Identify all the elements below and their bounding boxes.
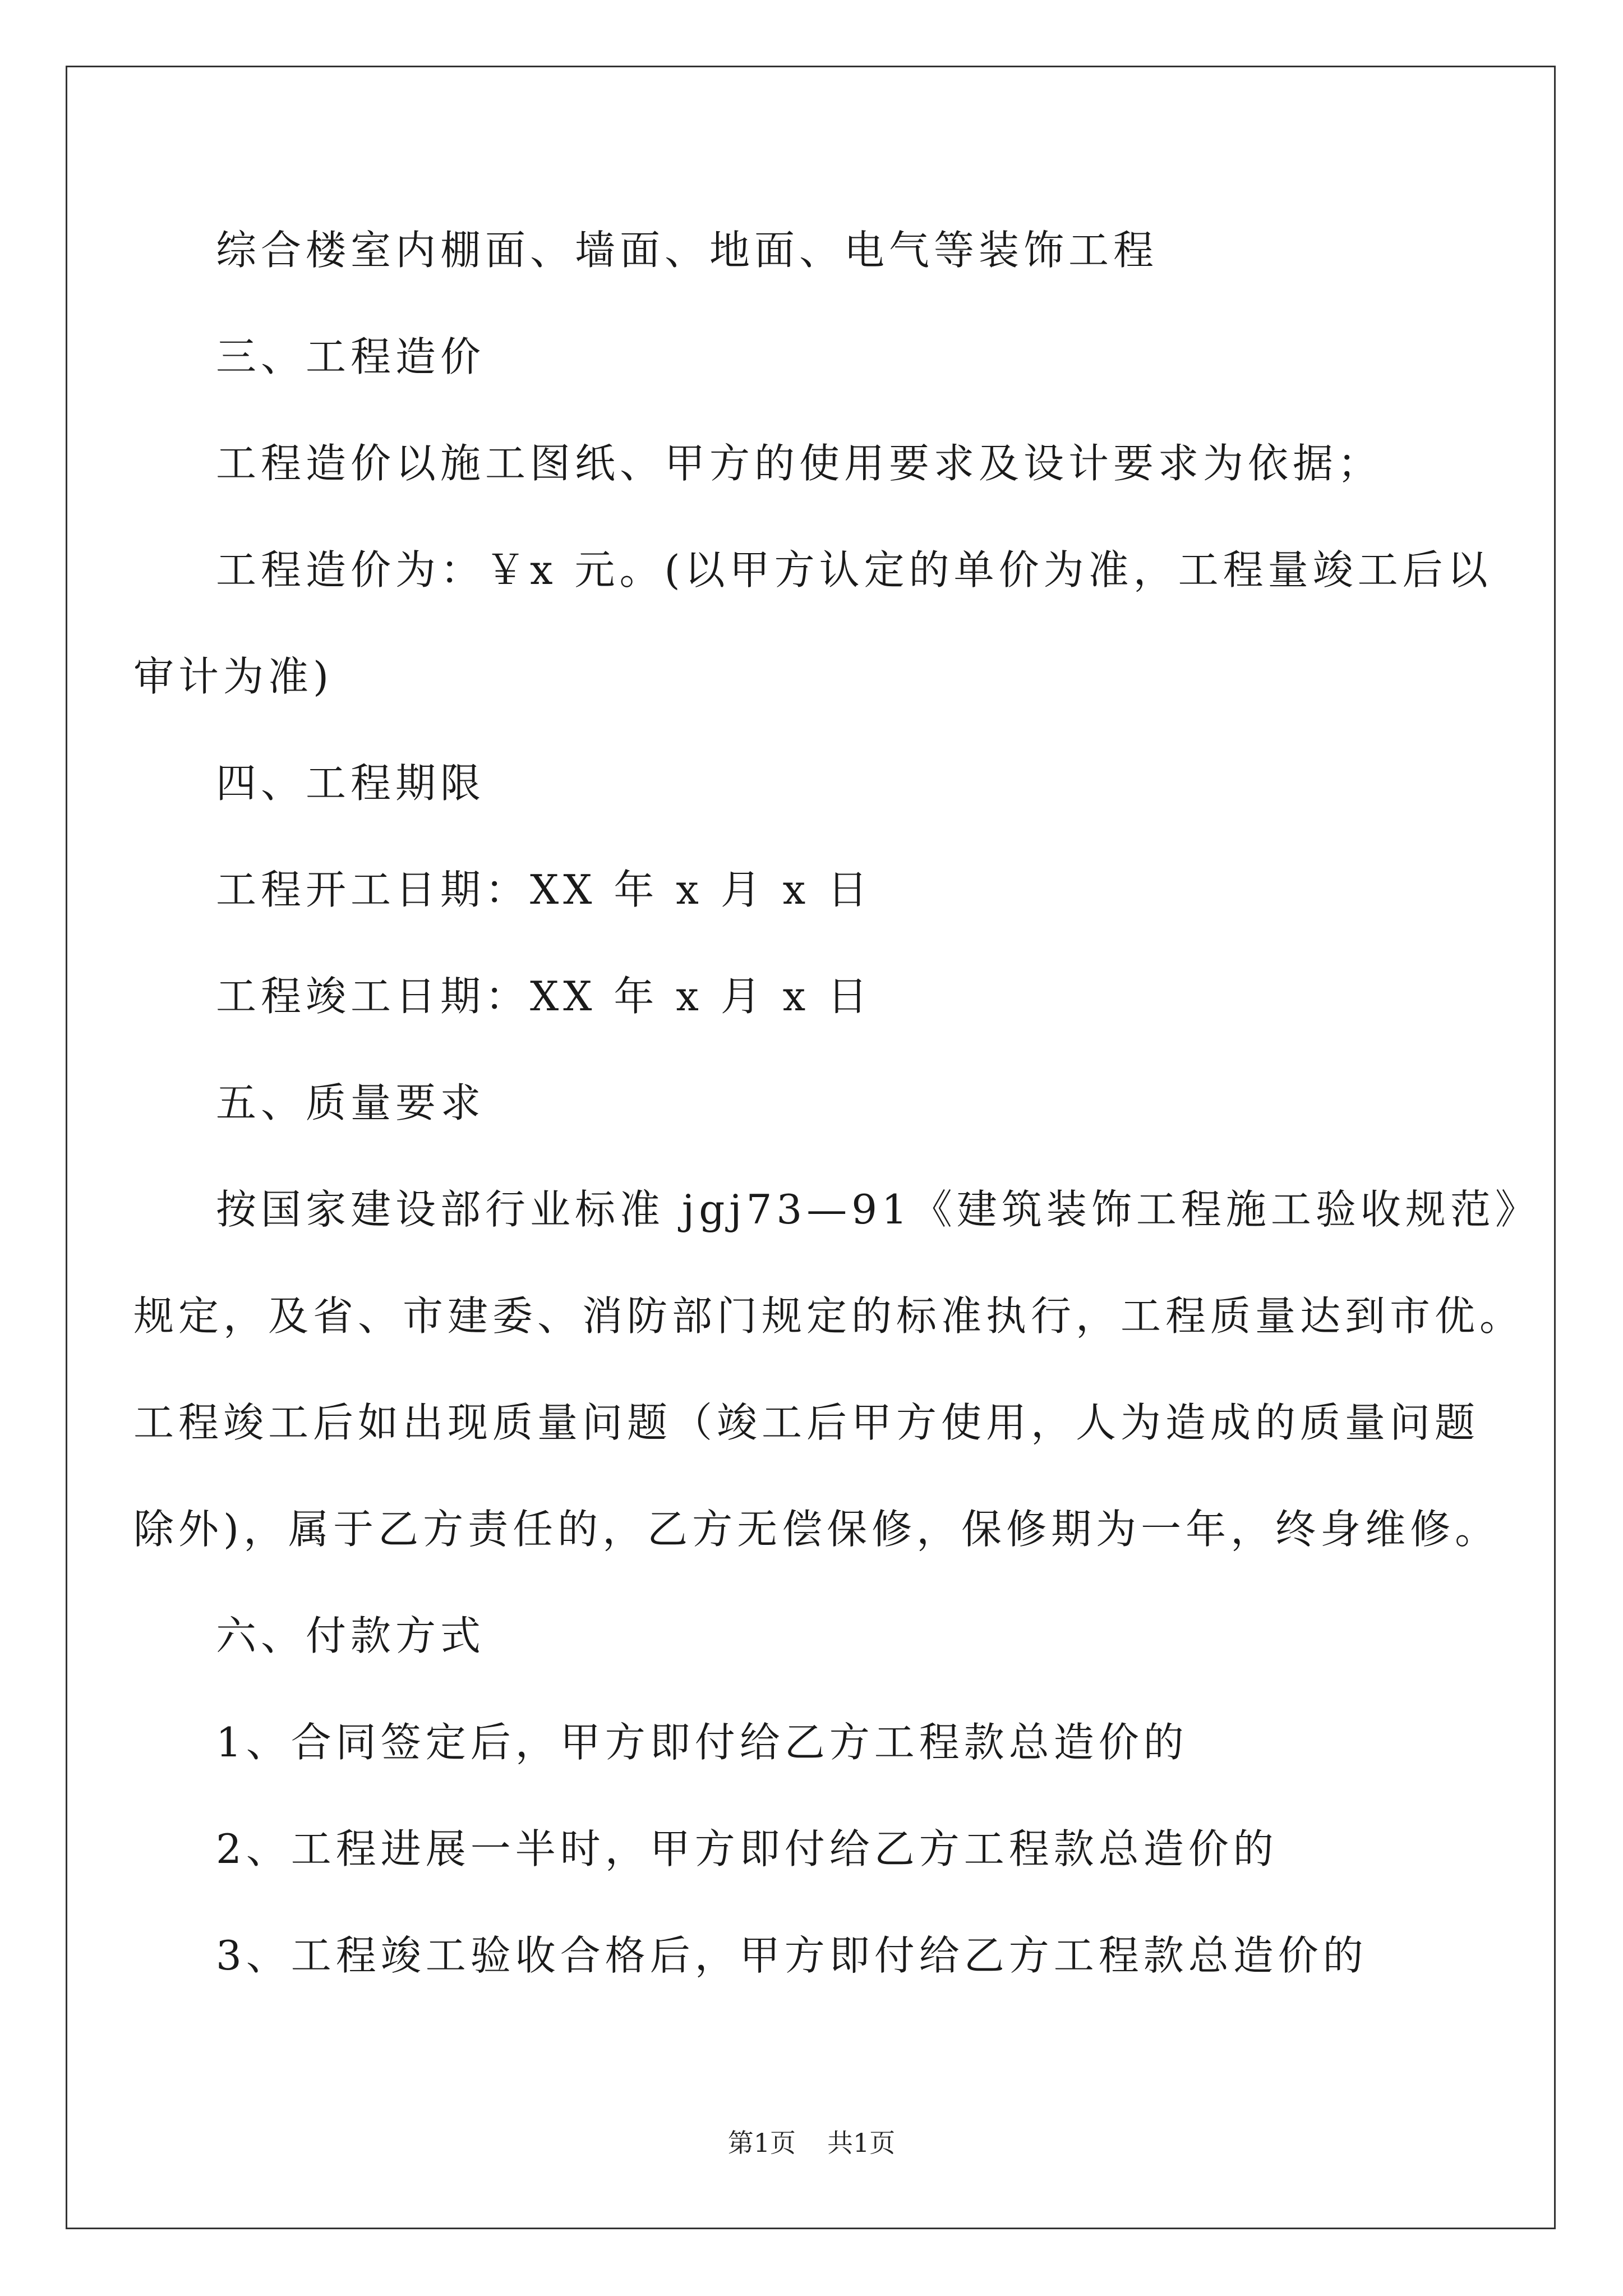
paragraph-scope: 综合楼室内棚面、墙面、地面、电气等装饰工程: [216, 227, 1159, 274]
list-item-payment-3: 3、工程竣工验收合格后，甲方即付给乙方工程款总造价的: [216, 1932, 1368, 1979]
heading-project-cost: 三、工程造价: [216, 333, 486, 380]
heading-payment-method: 六、付款方式: [216, 1612, 486, 1659]
page-total: 共1页: [827, 2128, 896, 2158]
paragraph-cost-amount-cont: 审计为准): [133, 653, 334, 700]
paragraph-warranty-cont: 除外)，属于乙方责任的，乙方无偿保修，保修期为一年，终身维修。: [133, 1506, 1500, 1553]
heading-quality-requirements: 五、质量要求: [216, 1079, 486, 1126]
list-item-payment-2: 2、工程进展一半时，甲方即付给乙方工程款总造价的: [216, 1825, 1278, 1872]
heading-project-period: 四、工程期限: [216, 760, 486, 807]
paragraph-quality-standard: 按国家建设部行业标准 jgj73—91《建筑装饰工程施工验收规范》: [216, 1186, 1540, 1233]
paragraph-warranty: 工程竣工后如出现质量问题（竣工后甲方使用，人为造成的质量问题: [133, 1399, 1480, 1446]
list-item-payment-1: 1、合同签定后，甲方即付给乙方工程款总造价的: [216, 1719, 1188, 1766]
paragraph-completion-date: 工程竣工日期：XX 年 x 月 x 日: [216, 973, 873, 1020]
paragraph-cost-basis: 工程造价以施工图纸、甲方的使用要求及设计要求为依据；: [216, 440, 1383, 487]
page-number: 第1页: [727, 2128, 796, 2158]
paragraph-cost-amount: 工程造价为：￥x 元。(以甲方认定的单价为准，工程量竣工后以: [216, 546, 1492, 593]
page-footer: [0, 2126, 1623, 2160]
paragraph-quality-standard-cont: 规定，及省、市建委、消防部门规定的标准执行，工程质量达到市优。: [133, 1292, 1525, 1340]
paragraph-start-date: 工程开工日期：XX 年 x 月 x 日: [216, 866, 873, 913]
